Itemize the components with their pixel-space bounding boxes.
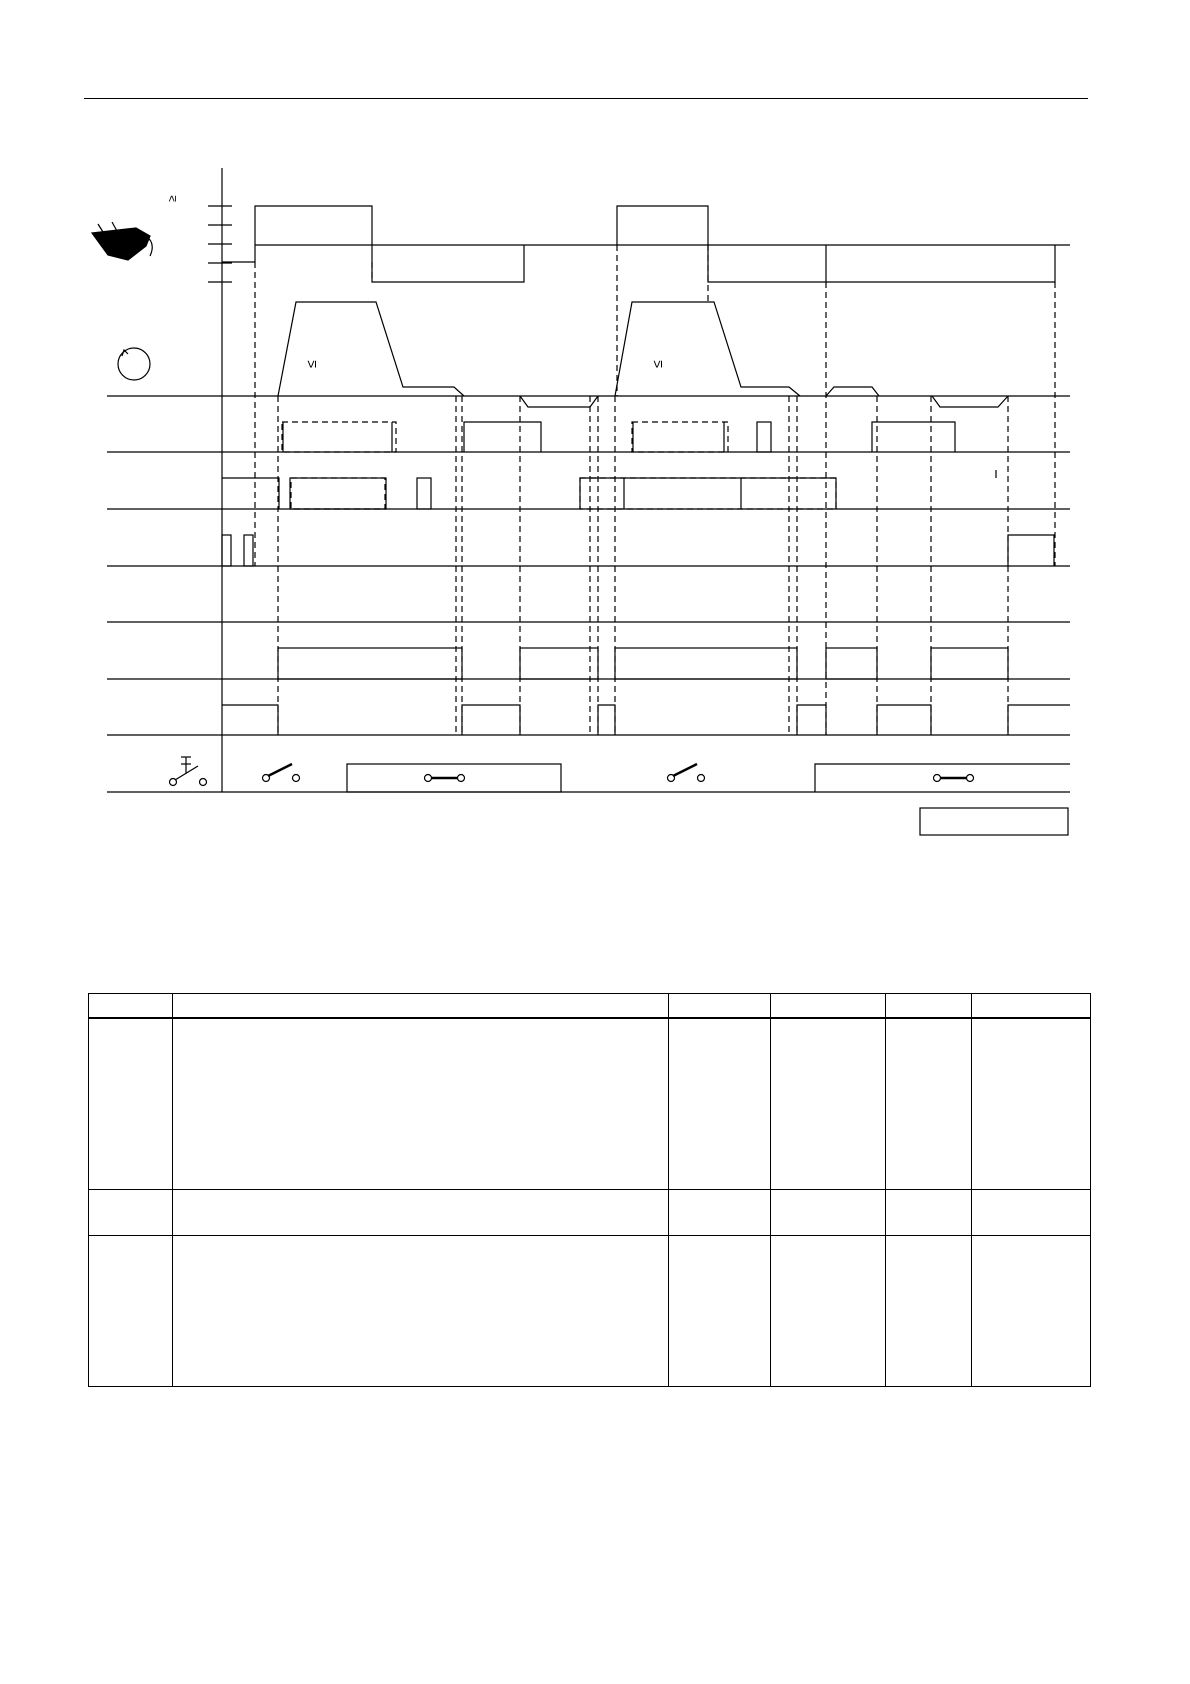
- table-cell: [669, 1236, 771, 1387]
- table-cell: [173, 1236, 669, 1387]
- table-cell: [886, 1018, 972, 1190]
- table-cell: [972, 1190, 1091, 1236]
- row-8-trace: [222, 705, 1070, 735]
- table-cell: [771, 1018, 886, 1190]
- row-3-trace: [282, 422, 955, 452]
- row-5-trace: [222, 535, 1054, 566]
- axis-ticks: [208, 206, 232, 282]
- table-cell: [173, 1190, 669, 1236]
- table-header-cell: [886, 994, 972, 1018]
- switch-row-trace: [263, 764, 1071, 792]
- switch-open-2: [668, 764, 705, 782]
- ramp-marker-1: ≤: [303, 360, 319, 368]
- switch-closed-1: [425, 775, 465, 782]
- table-cell: [89, 1236, 173, 1387]
- table-row: [89, 1018, 1091, 1190]
- table-header-cell: [89, 994, 173, 1018]
- table-header-row: [89, 994, 1091, 1018]
- threshold-marker: ≥: [165, 195, 179, 202]
- rotation-circle-icon: [118, 348, 150, 380]
- dashed-guides: [255, 245, 1055, 735]
- table-cell: [771, 1236, 886, 1387]
- table-cell: [89, 1018, 173, 1190]
- table-cell: [886, 1190, 972, 1236]
- table-row: [89, 1236, 1091, 1387]
- table-cell: [886, 1236, 972, 1387]
- table-cell: [173, 1018, 669, 1190]
- table-row: [89, 1190, 1091, 1236]
- pedal-signal-trace: [222, 206, 1070, 282]
- row-4-trace: [222, 470, 996, 509]
- foot-pedal-icon: [92, 222, 152, 260]
- speed-trace: [278, 302, 1008, 407]
- legend-box: [920, 808, 1068, 835]
- switch-contact-icon: [170, 757, 207, 786]
- row-7-trace: [278, 648, 1008, 679]
- table-header-cell: [972, 994, 1091, 1018]
- parameter-table: [88, 993, 1091, 1387]
- table-cell: [972, 1236, 1091, 1387]
- row-separators: [107, 396, 1070, 792]
- table-header-cell: [669, 994, 771, 1018]
- table-cell: [669, 1190, 771, 1236]
- ramp-marker-2: ≤: [649, 360, 665, 368]
- switch-closed-2: [934, 775, 974, 782]
- table-header-cell: [173, 994, 669, 1018]
- table-cell: [771, 1190, 886, 1236]
- table-header-cell: [771, 994, 886, 1018]
- switch-open-1: [263, 764, 300, 782]
- table-cell: [972, 1018, 1091, 1190]
- table-cell: [89, 1190, 173, 1236]
- table-cell: [669, 1018, 771, 1190]
